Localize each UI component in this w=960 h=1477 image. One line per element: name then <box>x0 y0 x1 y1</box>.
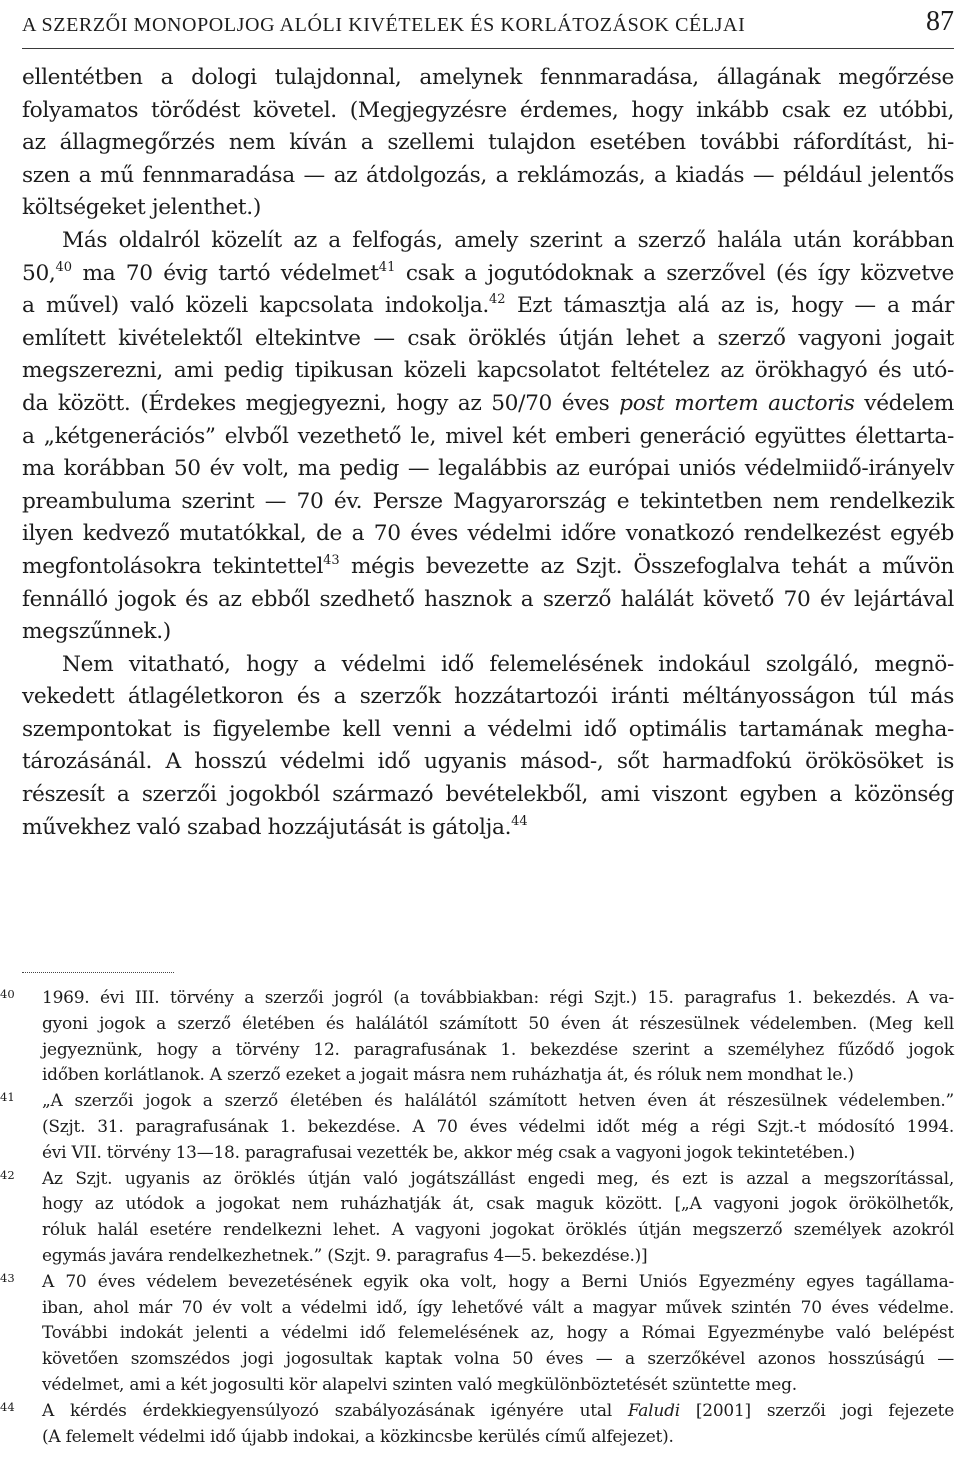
paragraph-2 <box>22 225 954 649</box>
paragraph-3 <box>22 649 954 845</box>
footnote-line: (A felemelt védelmi idő újabb indokai, a közkincsbe kerülés című alfejezet). <box>42 1426 674 1447</box>
text-line: a „kétgenerációs” elvből vezethető le, mivel két emberi generáció együttes élettarta- <box>22 423 954 449</box>
footnote-40 <box>0 986 954 1089</box>
text-line: említett kivételektől eltekintve — csak öröklés útján lehet a szerző vagyoni jogait <box>22 325 954 351</box>
text-run: da között. (Érdekes megjegyezni, hogy az 50/70 éves <box>22 390 620 416</box>
footnote-number: 43 <box>0 1270 15 1285</box>
footnote-line: Az Szjt. ugyanis az öröklés útján való jogátszállást engedi meg, és ezt is azzal a megszorítással, <box>42 1168 954 1189</box>
text-line: preambuluma szerint — 70 év. Persze Magyarország e tekintetben nem rendelkezik <box>22 488 954 514</box>
text-run: ma 70 évig tartó védelmet <box>72 260 379 286</box>
running-header <box>22 8 954 49</box>
text-line: részesít a szerzői jogokból származó bevételekből, ami viszont egyben a közönség <box>22 782 954 808</box>
text-run: csak a jogutódoknak a szerzővel (és így közvetve <box>395 260 954 286</box>
footnote-number: 40 <box>0 987 15 1001</box>
footnote-44 <box>0 1399 954 1451</box>
footnote-ref-43[interactable]: 43 <box>323 552 340 568</box>
footnote-41 <box>0 1089 954 1166</box>
footnote-line: időben korlátlanok. A szerző ezeket a jogait másra nem ruházhatja át, és róluk nem mondhat le.) <box>42 1065 854 1086</box>
footnote-line: hogy az utódok a jogokat nem ruházhatják át, csak maguk között. [„A vagyoni jogok örökölhetők, <box>42 1194 954 1215</box>
text-line: tározásánál. A hosszú védelmi idő ugyanis másod-, sőt harmadfokú örökösöket is <box>22 749 954 775</box>
text-line <box>22 290 954 323</box>
text-line <box>22 258 954 291</box>
text-run: mégis bevezette az Szjt. Összefoglalva tehát a művön <box>339 553 955 579</box>
footnote-line: „A szerzői jogok a szerző életében és halálától számított hetven éven át részesülnek védelemben.” <box>42 1091 954 1112</box>
footnote-ref-40[interactable]: 40 <box>55 259 72 275</box>
footnote-line: gyoni jogok a szerző életében és halálától számított 50 éven át részesülnek védelemben. (Meg kell <box>42 1013 954 1034</box>
text-line: ma korábban 50 év volt, ma pedig — legalábbis az európai uniós védelmiidő-irányelv <box>22 456 954 482</box>
text-line: az állagmegőrzés nem kíván a szellemi tulajdon esetében további ráfordítást, hi- <box>22 130 954 156</box>
footnote-line: A 70 éves védelem bevezetésének egyik oka volt, hogy a Berni Uniós Egyezmény egyes tagállama- <box>42 1271 954 1292</box>
main-text <box>22 62 954 844</box>
footnote-line: követően szomszédos jogi jogosultak kaptak volna 50 éves — a szerzőkével azonos hosszúságú — <box>42 1349 954 1370</box>
text-run: Ezt támasztja alá az is, hogy — a már <box>505 293 954 319</box>
text-run: A kérdés érdekkiegyensúlyozó szabályozásának igényére utal <box>42 1400 628 1421</box>
italic-term: post mortem auctoris <box>619 390 855 416</box>
text-line: ellentétben a dologi tulajdonnal, amelynek fennmaradása, állagának megőrzése <box>22 65 954 90</box>
text-line: megszerezni, ami pedig tipikusan közeli kapcsolatot feltételez az örökhagyó és utó- <box>22 358 954 384</box>
footnote-43 <box>0 1270 954 1399</box>
text-line: költségeket jelenthet.) <box>22 195 261 221</box>
text-run: 50, <box>22 260 56 286</box>
footnote-line: jegyeznünk, hogy a törvény 12. paragrafusának 1. bekezdése szerint a személyhez fűződő jogok <box>42 1039 954 1060</box>
text-line: szempontokat is figyelembe kell venni a védelmi idő optimális tartamának megha- <box>22 716 954 742</box>
footnote-42 <box>0 1167 954 1270</box>
footnote-ref-41[interactable]: 41 <box>378 259 396 275</box>
footnote-number: 44 <box>0 1399 15 1414</box>
text-line: folyamatos törődést követel. (Megjegyzésre érdemes, hogy inkább csak ez utóbbi, <box>22 97 954 123</box>
text-run: művekhez való szabad hozzájutását is gátolja. <box>22 814 512 840</box>
text-run: [2001] szerzői jogi fejezete <box>679 1400 954 1421</box>
paragraph-1 <box>22 62 954 225</box>
footnote-line: További indokát jelenti a védelmi idő felemelésének az, hogy a Római Egyezménybe való belépést <box>42 1323 954 1344</box>
text-line: megszűnnek.) <box>22 619 171 645</box>
page-number: 87 <box>926 6 954 37</box>
footnote-ref-44[interactable]: 44 <box>511 813 528 829</box>
text-run: a művel) való közeli kapcsolata indokolja. <box>22 293 489 319</box>
text-line <box>22 388 954 421</box>
text-line: Más oldalról közelít az a felfogás, amely szerint a szerző halála után korábban <box>62 227 954 253</box>
footnote-line <box>42 1399 954 1425</box>
footnote-number: 42 <box>0 1167 15 1182</box>
footnote-line: róluk halál esetére rendelkezni lehet. A vagyoni jogokat öröklés útján megszerző személyek azokról <box>42 1220 954 1241</box>
text-line: ilyen kedvező mutatókkal, de a 70 éves védelmi időre vonatkozó rendelkezést egyéb <box>22 521 954 547</box>
text-line: Nem vitatható, hogy a védelmi idő felemelésének indokául szolgáló, megnö- <box>62 651 954 677</box>
footnote-line: iban, ahol már 70 év volt a védelmi idő, így lehetővé vált a magyar művek szintén 70 éves védelme. <box>42 1297 954 1318</box>
italic-author: Faludi <box>627 1400 680 1421</box>
running-title: A SZERZŐI MONOPOLJOG ALÓLI KIVÉTELEK ÉS KORLÁTOZÁSOK CÉLJAI <box>22 14 746 36</box>
footnote-ref-42[interactable]: 42 <box>488 292 506 308</box>
footnote-line: (Szjt. 31. paragrafusának 1. bekezdése. A 70 éves védelmi időt még a régi Szjt.-t módosító 1994. <box>42 1116 954 1137</box>
footnote-line: évi VII. törvény 13—18. paragrafusai vezették be, akkor még csak a vagyoni jogok tekintetében.) <box>42 1142 855 1163</box>
footnote-line: egymás javára rendelkezhetnek.” (Szjt. 9. paragrafus 4—5. bekezdése.)] <box>42 1245 648 1266</box>
text-line <box>22 812 954 845</box>
text-line: vekedett átlagéletkoron és a szerzők hozzátartozói iránti méltányosságon túl más <box>22 684 954 710</box>
footnote-number: 41 <box>0 1090 15 1105</box>
text-line <box>22 551 954 584</box>
text-line: szen a mű fennmaradása — az átdolgozás, a reklámozás, a kiadás — például jelentős <box>22 162 954 188</box>
footnote-line: védelmet, ami a két jogosulti kör alapelvi szinten való megkülönböztetését szüntette meg. <box>42 1374 797 1395</box>
text-line: fennálló jogok és az ebből szedhető hasznok a szerző halálát követő 70 év lejártával <box>22 586 954 612</box>
footnotes <box>0 986 954 1450</box>
footnote-separator <box>22 972 174 973</box>
text-run: megfontolásokra tekintettel <box>22 553 324 579</box>
footnote-line: 1969. évi III. törvény a szerzői jogról (a továbbiakban: régi Szjt.) 15. paragrafus 1. bekezdés. A va- <box>42 988 954 1008</box>
text-run: védelem <box>854 390 954 416</box>
